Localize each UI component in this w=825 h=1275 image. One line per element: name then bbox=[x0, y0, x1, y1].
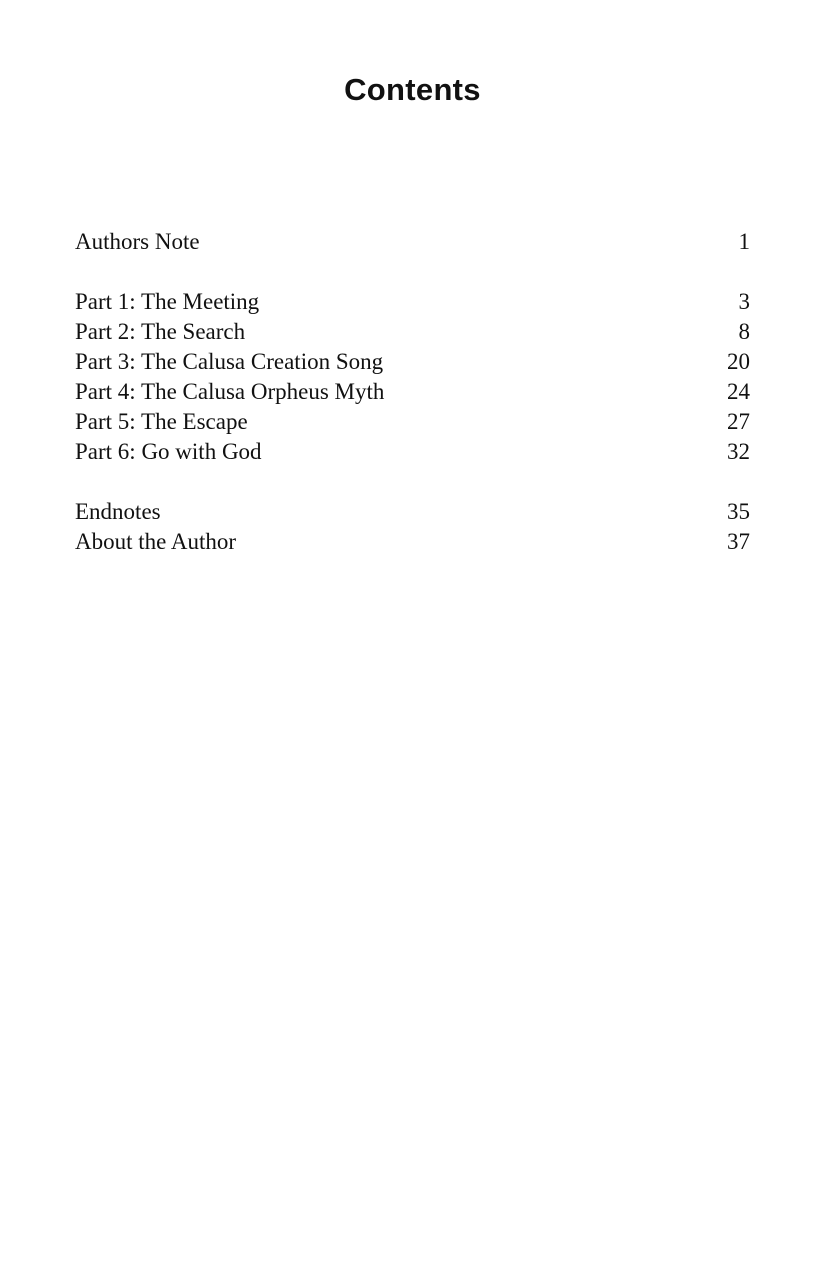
toc-entry-page: 32 bbox=[727, 439, 750, 464]
toc-group-parts bbox=[75, 287, 750, 467]
toc-entry-label: Part 1: The Meeting bbox=[75, 289, 260, 314]
toc-entry bbox=[75, 527, 750, 557]
toc-entry-page: 35 bbox=[727, 499, 750, 524]
toc-entry-page: 3 bbox=[738, 289, 750, 314]
toc-entry-label: Endnotes bbox=[75, 499, 161, 524]
toc-entry-page: 20 bbox=[727, 349, 750, 374]
toc-entry bbox=[75, 347, 750, 377]
toc-group-back-matter bbox=[75, 497, 750, 557]
toc-entry-label: Part 3: The Calusa Creation Song bbox=[75, 349, 384, 374]
table-of-contents bbox=[75, 227, 750, 557]
toc-entry-page: 8 bbox=[738, 319, 750, 344]
toc-entry-label: Part 4: The Calusa Orpheus Myth bbox=[75, 379, 385, 404]
toc-entry-label: Part 2: The Search bbox=[75, 319, 246, 344]
toc-entry bbox=[75, 437, 750, 467]
toc-entry-page: 1 bbox=[738, 229, 750, 254]
toc-entry-page: 37 bbox=[727, 529, 750, 554]
toc-entry-label: About the Author bbox=[75, 529, 236, 554]
toc-entry bbox=[75, 317, 750, 347]
toc-entry-page: 24 bbox=[727, 379, 750, 404]
toc-entry bbox=[75, 497, 750, 527]
toc-entry-label: Part 5: The Escape bbox=[75, 409, 248, 434]
toc-entry bbox=[75, 377, 750, 407]
toc-group-front-matter bbox=[75, 227, 750, 257]
toc-entry-page: 27 bbox=[727, 409, 750, 434]
page-title: Contents bbox=[344, 72, 481, 107]
toc-entry bbox=[75, 287, 750, 317]
toc-entry bbox=[75, 227, 750, 257]
toc-entry-label: Part 6: Go with God bbox=[75, 439, 262, 464]
toc-entry bbox=[75, 407, 750, 437]
toc-entry-label: Authors Note bbox=[75, 229, 200, 254]
